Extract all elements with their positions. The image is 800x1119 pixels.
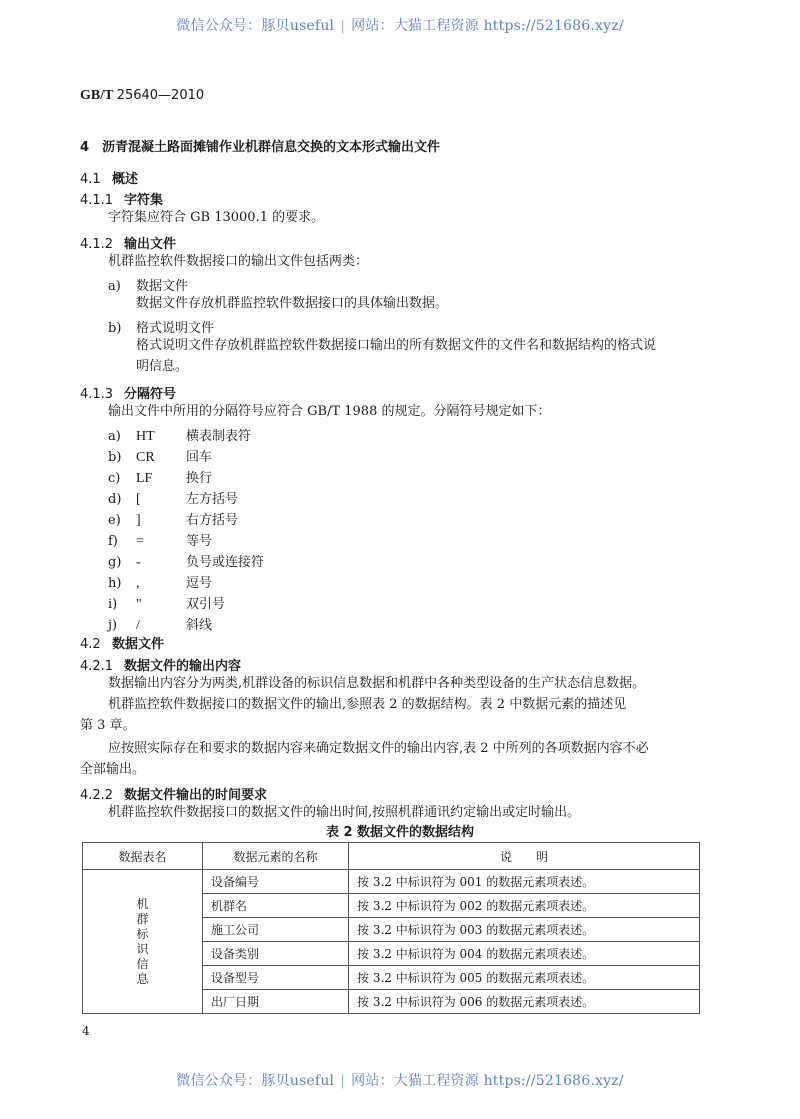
separator-item — [108, 509, 238, 529]
header-table-name: 数据表名 — [83, 843, 203, 870]
element-name-cell: 设备型号 — [203, 966, 349, 990]
separator-symbol: CR — [136, 450, 155, 465]
separator-item — [108, 614, 212, 634]
standard-code — [80, 88, 204, 104]
section-number: 4.2 — [80, 637, 101, 652]
description-cell: 按 3.2 中标识符为 006 的数据元素项表述。 — [349, 990, 700, 1014]
section-number: 4.1.2 — [80, 237, 114, 252]
separator-symbol: ] — [136, 513, 141, 528]
separator-item — [108, 572, 212, 592]
separator-symbol: = — [136, 534, 144, 549]
section-title: 分隔符号 — [124, 387, 177, 402]
page-number: 4 — [82, 1024, 90, 1038]
list-marker: a) — [108, 429, 121, 444]
element-name-cell: 施工公司 — [203, 918, 349, 942]
data-structure-table — [82, 842, 700, 1014]
separator-item — [108, 593, 225, 613]
list-marker: b) — [108, 321, 122, 336]
separator-name: 负号或连接符 — [186, 555, 265, 570]
section-4-2-1-p1: 数据输出内容分为两类,机群设备的标识信息数据和机群中各种类型设备的生产状态信息数据。 — [108, 676, 646, 691]
separator-symbol: / — [136, 618, 140, 633]
standard-prefix: GB/T — [80, 88, 114, 103]
list-item-data-file-desc: 数据文件存放机群监控软件数据接口的具体输出数据。 — [136, 296, 449, 311]
list-label: 格式说明文件 — [136, 321, 215, 336]
separator-name: 回车 — [186, 450, 213, 465]
separator-name: 换行 — [186, 471, 213, 486]
watermark-separator: | — [340, 18, 346, 34]
group-cell — [83, 870, 203, 1014]
section-4-1-1-heading — [80, 189, 163, 208]
description-cell: 按 3.2 中标识符为 003 的数据元素项表述。 — [349, 918, 700, 942]
list-label: 数据文件 — [136, 279, 189, 294]
section-4-2-2-body: 机群监控软件数据接口的数据文件的输出时间,按照机群通讯约定输出或定时输出。 — [108, 805, 581, 820]
table-row — [83, 870, 700, 894]
section-title: 数据文件输出的时间要求 — [124, 788, 268, 803]
list-marker: f) — [108, 534, 118, 549]
list-marker: b) — [108, 450, 122, 465]
group-label: 机群标识信息 — [136, 896, 149, 986]
watermark-right-text: 网站：大猫工程资源 https://521686.xyz/ — [351, 18, 624, 34]
separator-symbol: HT — [136, 429, 155, 444]
list-marker: d) — [108, 492, 122, 507]
separator-name: 横表制表符 — [186, 429, 252, 444]
section-4-1-3-heading — [80, 383, 176, 402]
section-4-2-1-p3-line2: 全部输出。 — [80, 762, 146, 777]
table-header-row — [83, 843, 700, 870]
section-4-2-1-p2-line2: 第 3 章。 — [80, 718, 136, 733]
section-4-1-2-intro: 机群监控软件数据接口的输出文件包括两类： — [108, 254, 369, 269]
list-marker: e) — [108, 513, 121, 528]
header-element-name: 数据元素的名称 — [203, 843, 349, 870]
description-cell: 按 3.2 中标识符为 004 的数据元素项表述。 — [349, 942, 700, 966]
standard-number: 25640—2010 — [116, 88, 205, 103]
description-cell: 按 3.2 中标识符为 001 的数据元素项表述。 — [349, 870, 700, 894]
list-marker: c) — [108, 471, 121, 486]
separator-item — [108, 467, 212, 487]
separator-item — [108, 488, 238, 508]
list-marker: h) — [108, 576, 122, 591]
section-number: 4.2.2 — [80, 788, 114, 803]
list-item-format-file-desc-line2: 明信息。 — [136, 359, 189, 374]
list-marker: a) — [108, 279, 121, 294]
list-item-format-file — [108, 317, 214, 336]
separator-name: 斜线 — [186, 618, 213, 633]
watermark-left-text: 微信公众号：豚贝useful — [176, 1073, 335, 1089]
section-title: 数据文件的输出内容 — [124, 659, 242, 674]
watermark-right-text: 网站：大猫工程资源 https://521686.xyz/ — [351, 1073, 624, 1089]
section-4-2-1-p2-line1: 机群监控软件数据接口的数据文件的输出,参照表 2 的数据结构。表 2 中数据元素的描述见 — [108, 697, 627, 712]
section-4-1-1-body: 字符集应符合 GB 13000.1 的要求。 — [108, 210, 325, 225]
list-marker: j) — [108, 618, 118, 633]
list-item-format-file-desc-line1: 格式说明文件存放机群监控软件数据接口输出的所有数据文件的文件名和数据结构的格式说 — [136, 338, 657, 353]
description-cell: 按 3.2 中标识符为 005 的数据元素项表述。 — [349, 966, 700, 990]
section-number: 4.1.3 — [80, 387, 114, 402]
separator-symbol: LF — [136, 471, 153, 486]
separator-name: 逗号 — [186, 576, 213, 591]
separator-item — [108, 425, 251, 445]
separator-item — [108, 446, 212, 466]
chapter-number: 4 — [80, 140, 90, 155]
section-4-2-heading — [80, 633, 164, 652]
section-4-2-2-heading — [80, 784, 267, 803]
section-4-1-2-heading — [80, 233, 176, 252]
watermark-left-text: 微信公众号：豚贝useful — [176, 18, 335, 34]
section-title: 数据文件 — [112, 637, 165, 652]
separator-name: 等号 — [186, 534, 213, 549]
section-number: 4.1 — [80, 172, 101, 187]
separator-symbol: , — [136, 576, 140, 591]
table-caption: 表 2 数据文件的数据结构 — [325, 825, 475, 840]
watermark-bottom — [0, 1070, 800, 1090]
section-number: 4.2.1 — [80, 659, 114, 674]
element-name-cell: 机群名 — [203, 894, 349, 918]
description-cell: 按 3.2 中标识符为 002 的数据元素项表述。 — [349, 894, 700, 918]
separator-item — [108, 551, 264, 571]
chapter-title: 沥青混凝土路面摊铺作业机群信息交换的文本形式输出文件 — [102, 140, 441, 155]
section-title: 输出文件 — [124, 237, 177, 252]
separator-symbol: " — [136, 597, 142, 612]
element-name-cell: 设备类别 — [203, 942, 349, 966]
element-name-cell: 出厂日期 — [203, 990, 349, 1014]
section-title: 字符集 — [124, 193, 164, 208]
separator-name: 左方括号 — [186, 492, 239, 507]
watermark-separator: | — [340, 1073, 346, 1089]
list-marker: i) — [108, 597, 118, 612]
separator-symbol: - — [136, 555, 141, 570]
element-name-cell: 设备编号 — [203, 870, 349, 894]
chapter-heading — [80, 136, 440, 155]
section-4-1-heading — [80, 168, 138, 187]
section-number: 4.1.1 — [80, 193, 114, 208]
header-description: 说 明 — [349, 843, 700, 870]
section-4-2-1-p3-line1: 应按照实际存在和要求的数据内容来确定数据文件的输出内容,表 2 中所列的各项数据内容不必 — [108, 741, 649, 756]
separator-name: 右方括号 — [186, 513, 239, 528]
section-title: 概述 — [112, 172, 139, 187]
list-item-data-file — [108, 275, 188, 294]
section-4-1-3-intro: 输出文件中所用的分隔符号应符合 GB/T 1988 的规定。分隔符号规定如下： — [108, 404, 551, 419]
section-4-2-1-heading — [80, 655, 241, 674]
separator-item — [108, 530, 212, 550]
separator-symbol: [ — [136, 492, 141, 507]
list-marker: g) — [108, 555, 122, 570]
separator-name: 双引号 — [186, 597, 226, 612]
